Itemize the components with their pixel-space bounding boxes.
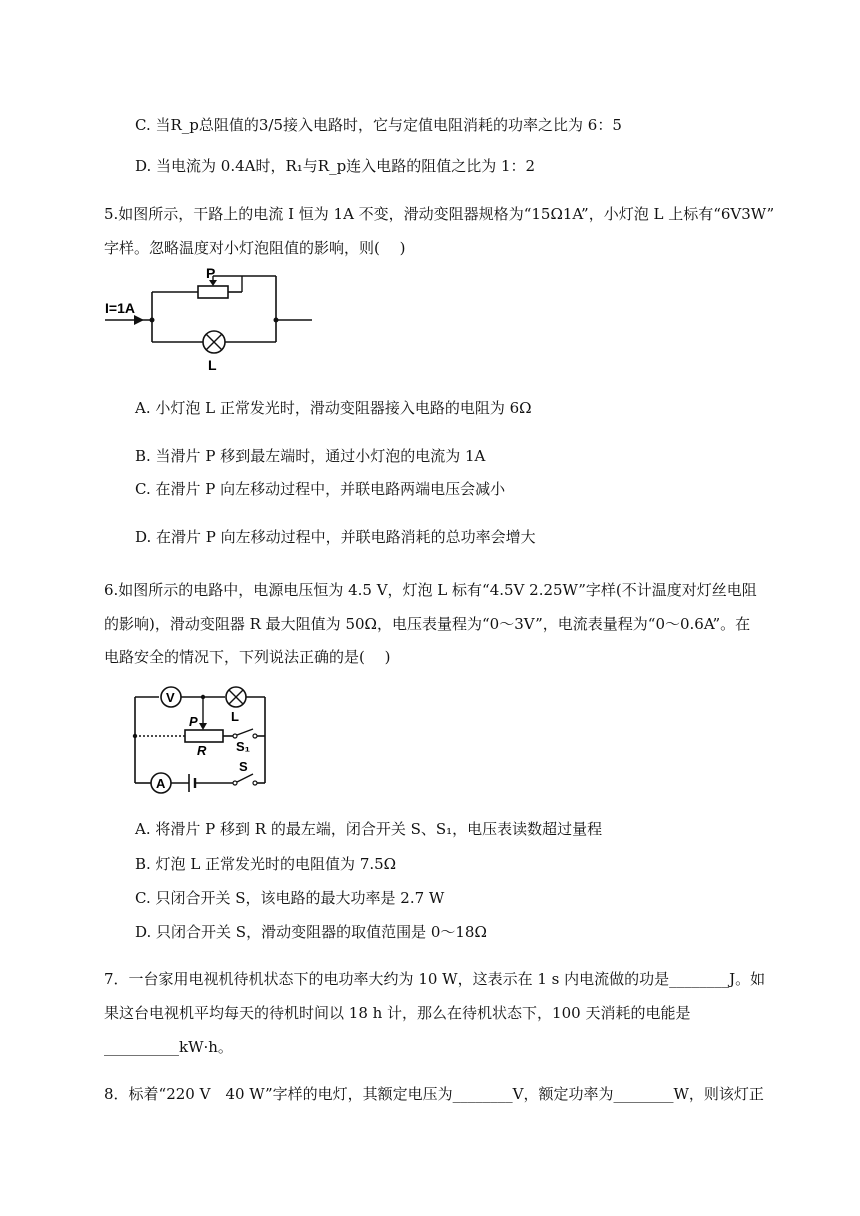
q8-line1: 8．标着“220 V 40 W”字样的电灯，其额定电压为________V，额定功率为________W，则该灯正 <box>104 1085 764 1103</box>
q6-switch-label: S <box>239 759 248 774</box>
q6-switch1-label: S₁ <box>236 739 251 754</box>
q6-stem-line2: 的影响)，滑动变阻器 R 最大阻值为 50Ω，电压表量程为“0～3V”，电流表量程为“0～0.6A”。在 <box>104 615 751 633</box>
q5-option-c: C. 在滑片 P 向左移动过程中，并联电路两端电压会减小 <box>135 480 506 498</box>
q6-stem-line3: 电路安全的情况下，下列说法正确的是( ) <box>104 648 391 666</box>
q5-option-b: B. 当滑片 P 移到最左端时，通过小灯泡的电流为 1A <box>135 447 486 465</box>
q5-current-label: I=1A <box>105 300 135 316</box>
q6-resistor-label: R <box>197 743 207 758</box>
q6-stem-line1: 6.如图所示的电路中，电源电压恒为 4.5 V，灯泡 L 标有“4.5V 2.25W”字样(不计温度对灯丝电阻 <box>104 581 757 599</box>
q5-option-a: A. 小灯泡 L 正常发光时，滑动变阻器接入电路的电阻为 6Ω <box>135 399 532 417</box>
q7-line3: __________kW·h。 <box>104 1038 233 1056</box>
q5-slider-label: P <box>206 268 216 281</box>
q5-stem-line1: 5.如图所示，干路上的电流 I 恒为 1A 不变，滑动变阻器规格为“15Ω1A”，小灯泡 L 上标有“6V3W” <box>104 205 775 223</box>
q6-voltmeter-label: V <box>166 690 175 705</box>
q6-slider-label: P <box>189 714 198 729</box>
q6-option-c: C. 只闭合开关 S，该电路的最大功率是 2.7 W <box>135 889 445 907</box>
q5-option-d: D. 在滑片 P 向左移动过程中，并联电路消耗的总功率会增大 <box>135 528 536 546</box>
q4-option-d: D. 当电流为 0.4A时，R₁与R_p连入电路的阻值之比为 1：2 <box>135 157 536 175</box>
q6-ammeter-label: A <box>156 776 166 791</box>
q5-circuit-figure <box>100 268 330 382</box>
q6-circuit-figure <box>125 683 285 807</box>
q4-option-c: C. 当R_p总阻值的3/5接入电路时，它与定值电阻消耗的功率之比为 6：5 <box>135 116 622 134</box>
q6-option-d: D. 只闭合开关 S，滑动变阻器的取值范围是 0～18Ω <box>135 923 487 941</box>
q7-line2: 果这台电视机平均每天的待机时间以 18 h 计，那么在待机状态下，100 天消耗的电能是 <box>104 1004 691 1022</box>
q7-line1: 7．一台家用电视机待机状态下的电功率大约为 10 W，这表示在 1 s 内电流做的功是________J。如 <box>104 970 766 988</box>
q5-stem-line2: 字样。忽略温度对小灯泡阻值的影响，则( ) <box>104 239 406 257</box>
q6-option-b: B. 灯泡 L 正常发光时的电阻值为 7.5Ω <box>135 855 397 873</box>
q6-lamp-label: L <box>231 709 239 724</box>
q6-option-a: A. 将滑片 P 移到 R 的最左端，闭合开关 S、S₁，电压表读数超过量程 <box>135 820 603 838</box>
q5-lamp-label: L <box>208 357 217 373</box>
